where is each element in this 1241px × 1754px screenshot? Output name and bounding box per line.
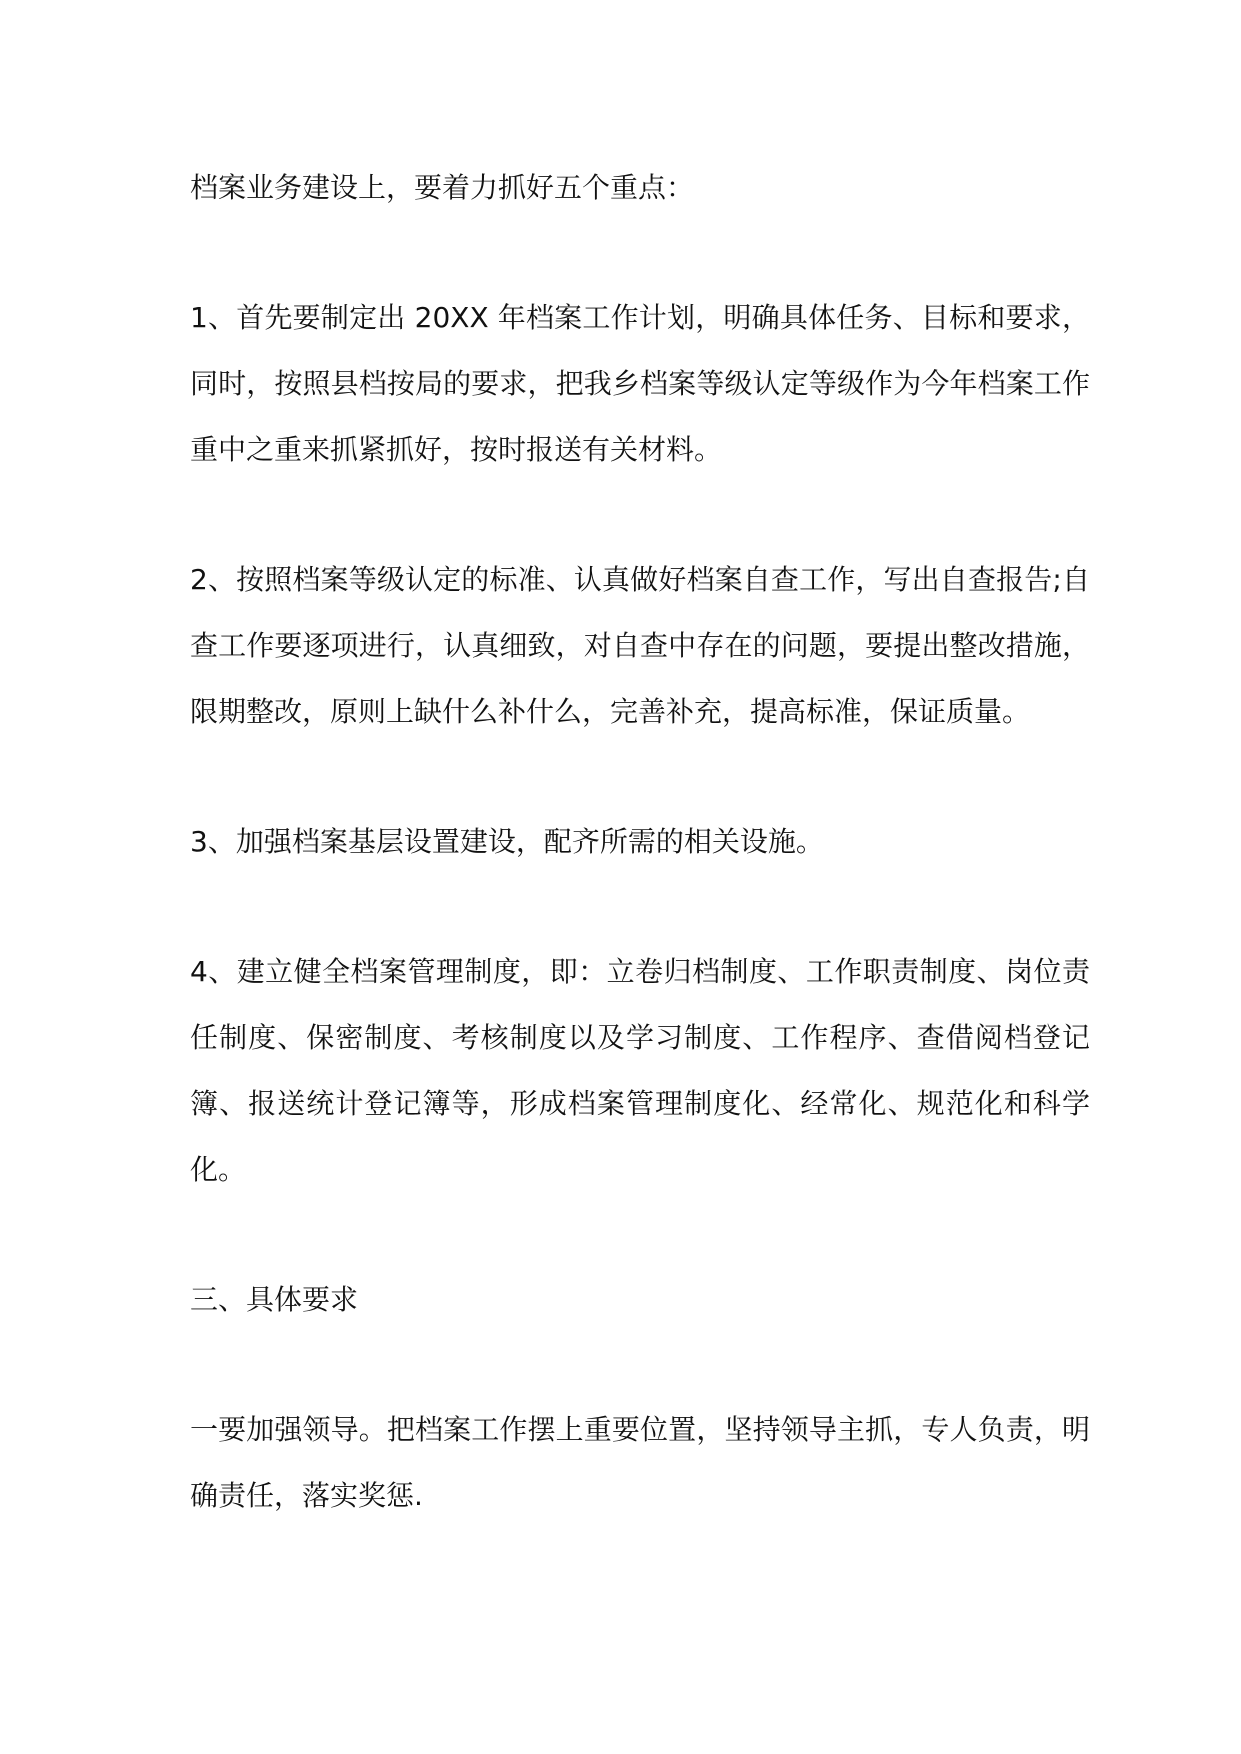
point-4-paragraph: 4、建立健全档案管理制度，即：立卷归档制度、工作职责制度、岗位责任制度、保密制度、考核制度以及学习制度、工作程序、查借阅档登记簿、报送统计登记簿等，形成档案管理制度化、经常化、规范化和科学化。 [190,955,1090,1186]
document-body [190,155,1090,1593]
section-heading: 三、具体要求 [190,1283,359,1316]
point-1-paragraph: 1、首先要制定出 20XX 年档案工作计划，明确具体任务、目标和要求，同时，按照县档按局的要求，把我乡档案等级认定等级作为今年档案工作重中之重来抓紧抓好，按时报送有关材料。 [190,301,1090,466]
point-2-paragraph: 2、按照档案等级认定的标准、认真做好档案自查工作，写出自查报告;自查工作要逐项进行，认真细致，对自查中存在的问题，要提出整改措施，限期整改，原则上缺什么补什么，完善补充，提高标准，保证质量。 [190,563,1090,728]
intro-paragraph: 档案业务建设上，要着力抓好五个重点： [190,171,695,204]
requirement-1-paragraph: 一要加强领导。把档案工作摆上重要位置，坚持领导主抓，专人负责，明确责任，落实奖惩. [190,1413,1090,1512]
point-3-paragraph: 3、加强档案基层设置建设，配齐所需的相关设施。 [190,825,824,858]
